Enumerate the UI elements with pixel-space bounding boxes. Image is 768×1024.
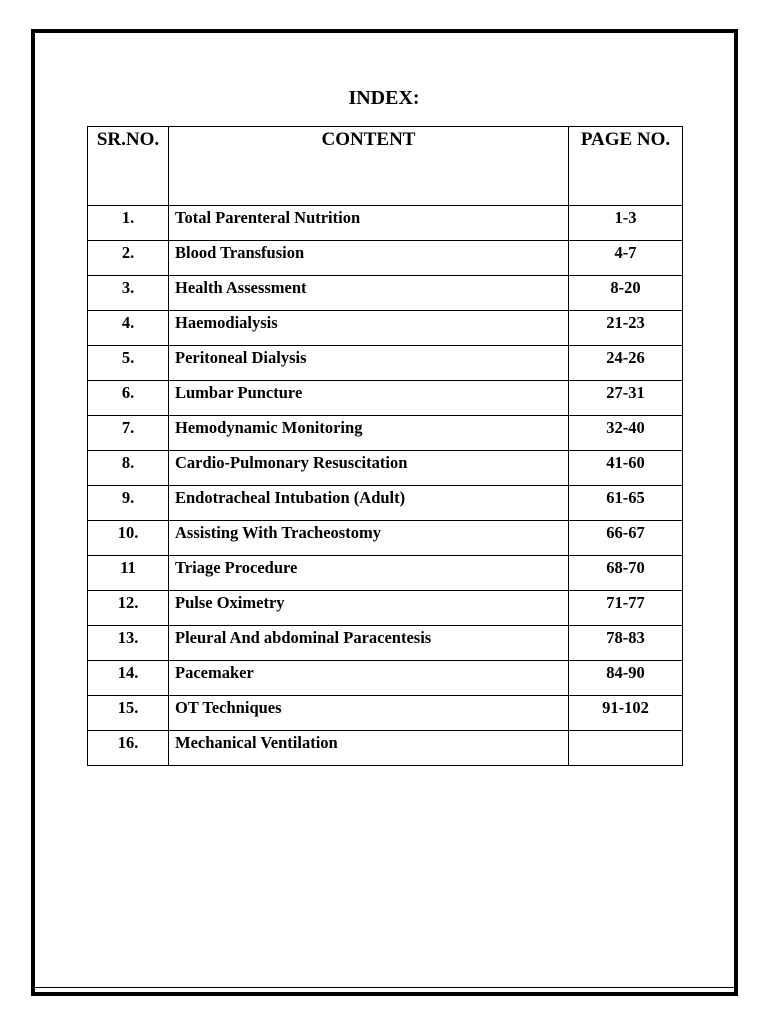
row-sr-no: 8. <box>88 451 169 486</box>
row-sr-no: 4. <box>88 311 169 346</box>
row-content: Lumbar Puncture <box>169 381 569 416</box>
header-sr-no: SR.NO. <box>88 127 169 206</box>
table-row <box>88 451 683 486</box>
table-row <box>88 591 683 626</box>
row-sr-no: 2. <box>88 241 169 276</box>
row-content: Peritoneal Dialysis <box>169 346 569 381</box>
row-sr-no: 12. <box>88 591 169 626</box>
index-table <box>87 126 683 766</box>
table-row <box>88 241 683 276</box>
table-row <box>88 696 683 731</box>
row-page-no: 24-26 <box>569 346 683 381</box>
row-page-no: 84-90 <box>569 661 683 696</box>
row-content: Pacemaker <box>169 661 569 696</box>
row-page-no: 21-23 <box>569 311 683 346</box>
row-content: Triage Procedure <box>169 556 569 591</box>
row-content: Assisting With Tracheostomy <box>169 521 569 556</box>
row-page-no: 66-67 <box>569 521 683 556</box>
row-page-no: 32-40 <box>569 416 683 451</box>
table-row <box>88 486 683 521</box>
row-content: Pulse Oximetry <box>169 591 569 626</box>
row-page-no: 41-60 <box>569 451 683 486</box>
row-content: Mechanical Ventilation <box>169 731 569 766</box>
table-row <box>88 346 683 381</box>
row-sr-no: 13. <box>88 626 169 661</box>
row-content: Blood Transfusion <box>169 241 569 276</box>
row-page-no: 1-3 <box>569 206 683 241</box>
header-content: CONTENT <box>169 127 569 206</box>
row-sr-no: 10. <box>88 521 169 556</box>
row-content: OT Techniques <box>169 696 569 731</box>
table-row <box>88 521 683 556</box>
row-sr-no: 15. <box>88 696 169 731</box>
row-sr-no: 16. <box>88 731 169 766</box>
row-page-no: 61-65 <box>569 486 683 521</box>
page-title: INDEX: <box>348 87 420 109</box>
header-page-no: PAGE NO. <box>569 127 683 206</box>
table-header-row <box>88 127 683 206</box>
row-page-no: 68-70 <box>569 556 683 591</box>
row-sr-no: 14. <box>88 661 169 696</box>
row-page-no <box>569 731 683 766</box>
row-content: Hemodynamic Monitoring <box>169 416 569 451</box>
table-row <box>88 661 683 696</box>
row-content: Haemodialysis <box>169 311 569 346</box>
row-page-no: 8-20 <box>569 276 683 311</box>
row-sr-no: 3. <box>88 276 169 311</box>
table-row <box>88 731 683 766</box>
table-row <box>88 416 683 451</box>
table-body <box>88 206 683 766</box>
row-sr-no: 6. <box>88 381 169 416</box>
row-content: Health Assessment <box>169 276 569 311</box>
row-content: Pleural And abdominal Paracentesis <box>169 626 569 661</box>
row-page-no: 78-83 <box>569 626 683 661</box>
row-page-no: 27-31 <box>569 381 683 416</box>
table-row <box>88 276 683 311</box>
table-row <box>88 556 683 591</box>
row-content: Total Parenteral Nutrition <box>169 206 569 241</box>
table-row <box>88 206 683 241</box>
row-page-no: 91-102 <box>569 696 683 731</box>
row-sr-no: 9. <box>88 486 169 521</box>
table-row <box>88 626 683 661</box>
row-content: Endotracheal Intubation (Adult) <box>169 486 569 521</box>
table-row <box>88 311 683 346</box>
row-content: Cardio-Pulmonary Resuscitation <box>169 451 569 486</box>
row-sr-no: 1. <box>88 206 169 241</box>
row-sr-no: 11 <box>88 556 169 591</box>
row-sr-no: 5. <box>88 346 169 381</box>
row-page-no: 4-7 <box>569 241 683 276</box>
row-sr-no: 7. <box>88 416 169 451</box>
table-row <box>88 381 683 416</box>
row-page-no: 71-77 <box>569 591 683 626</box>
